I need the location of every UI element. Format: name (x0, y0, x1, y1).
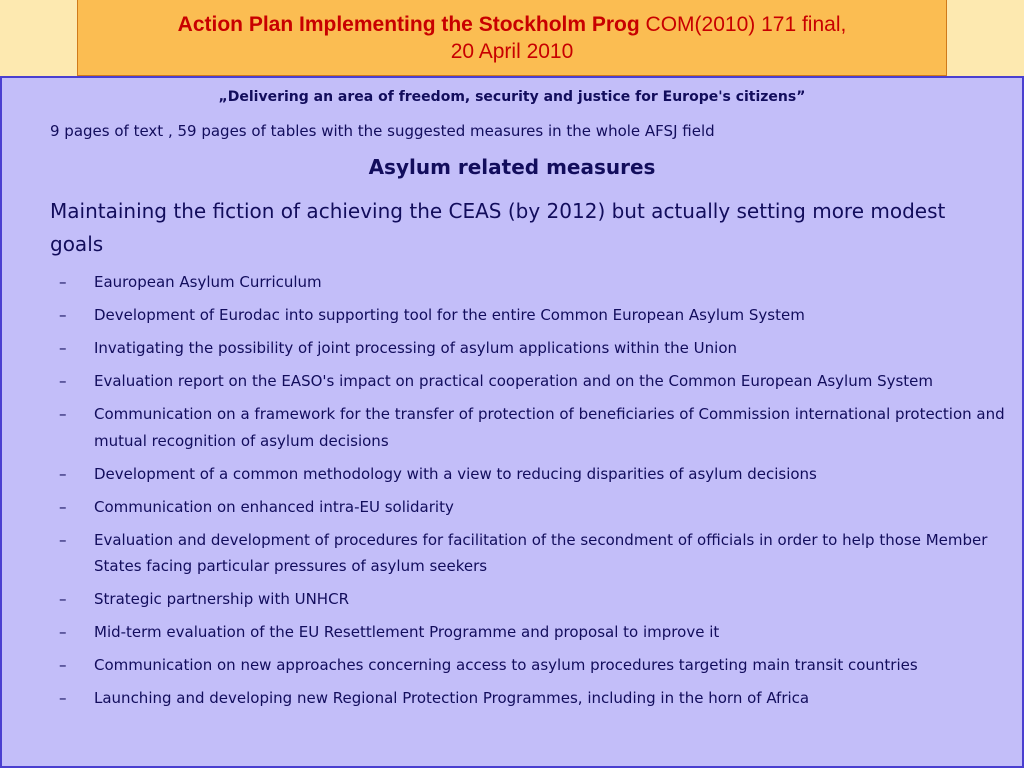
measure-text: Evaluation report on the EASO's impact on practical cooperation and on the Common European Asylum System (94, 372, 934, 390)
pages-summary: 9 pages of text , 59 pages of tables with the suggested measures in the whole AFSJ field (50, 122, 715, 140)
measure-text: Launching and developing new Regional Protection Programmes, including in the horn of Africa (94, 689, 810, 707)
dash-bullet-icon: – (59, 497, 67, 516)
measure-item (2, 494, 1022, 521)
measure-text: Communication on a framework for the transfer of protection of beneficiaries of Commission international protection and mutual recognition of asylum decisions (94, 405, 1005, 450)
measure-item (2, 652, 1022, 679)
dash-bullet-icon: – (59, 530, 67, 549)
lead-statement: Maintaining the fiction of achieving the CEAS (by 2012) but actually setting more modest goals (50, 199, 946, 256)
subtitle: „Delivering an area of freedom, security and justice for Europe's citizens” (218, 89, 806, 105)
slide-title (77, 0, 947, 76)
dash-bullet-icon: – (59, 273, 67, 291)
dash-bullet-icon: – (59, 464, 67, 483)
measure-text: Communication on enhanced intra-EU solidarity (94, 497, 454, 516)
measure-item (2, 302, 1022, 329)
dash-bullet-icon: – (59, 339, 67, 357)
measure-text: Mid-term evaluation of the EU Resettlement Programme and proposal to improve it (94, 623, 720, 641)
measure-item (2, 269, 1022, 296)
dash-bullet-icon: – (59, 689, 67, 707)
slide-title-reference: COM(2010) 171 final, (639, 13, 847, 36)
measure-text: Invatigating the possibility of joint processing of asylum applications within the Union (94, 339, 738, 357)
measures-list (2, 269, 1022, 718)
measure-item (2, 685, 1022, 712)
measure-item (2, 401, 1022, 454)
measure-item (2, 461, 1022, 488)
measure-item (2, 368, 1022, 395)
section-heading: Asylum related measures (368, 155, 656, 179)
slide-title-bold: Action Plan Implementing the Stockholm Prog (177, 13, 640, 36)
measure-text: Communication on new approaches concerning access to asylum procedures targeting main transit countries (94, 656, 918, 674)
measure-item (2, 619, 1022, 646)
dash-bullet-icon: – (59, 656, 67, 674)
measure-text: Evaluation and development of procedures for facilitation of the secondment of officials in order to help those Member States facing particular pressures of asylum seekers (94, 530, 988, 575)
dash-bullet-icon: – (59, 623, 67, 641)
measure-item (2, 586, 1022, 613)
dash-bullet-icon: – (59, 590, 67, 608)
measure-text: Eauropean Asylum Curriculum (94, 273, 322, 291)
measure-text: Development of a common methodology with a view to reducing disparities of asylum decisions (94, 464, 817, 483)
slide-title-date: 20 April 2010 (450, 40, 574, 63)
measure-item (2, 527, 1022, 580)
dash-bullet-icon: – (59, 405, 67, 423)
measure-item (2, 335, 1022, 362)
dash-bullet-icon: – (59, 372, 67, 390)
dash-bullet-icon: – (59, 306, 67, 324)
measure-text: Development of Eurodac into supporting tool for the entire Common European Asylum System (94, 306, 805, 324)
measure-text: Strategic partnership with UNHCR (94, 590, 349, 608)
slide-body (0, 76, 1024, 768)
